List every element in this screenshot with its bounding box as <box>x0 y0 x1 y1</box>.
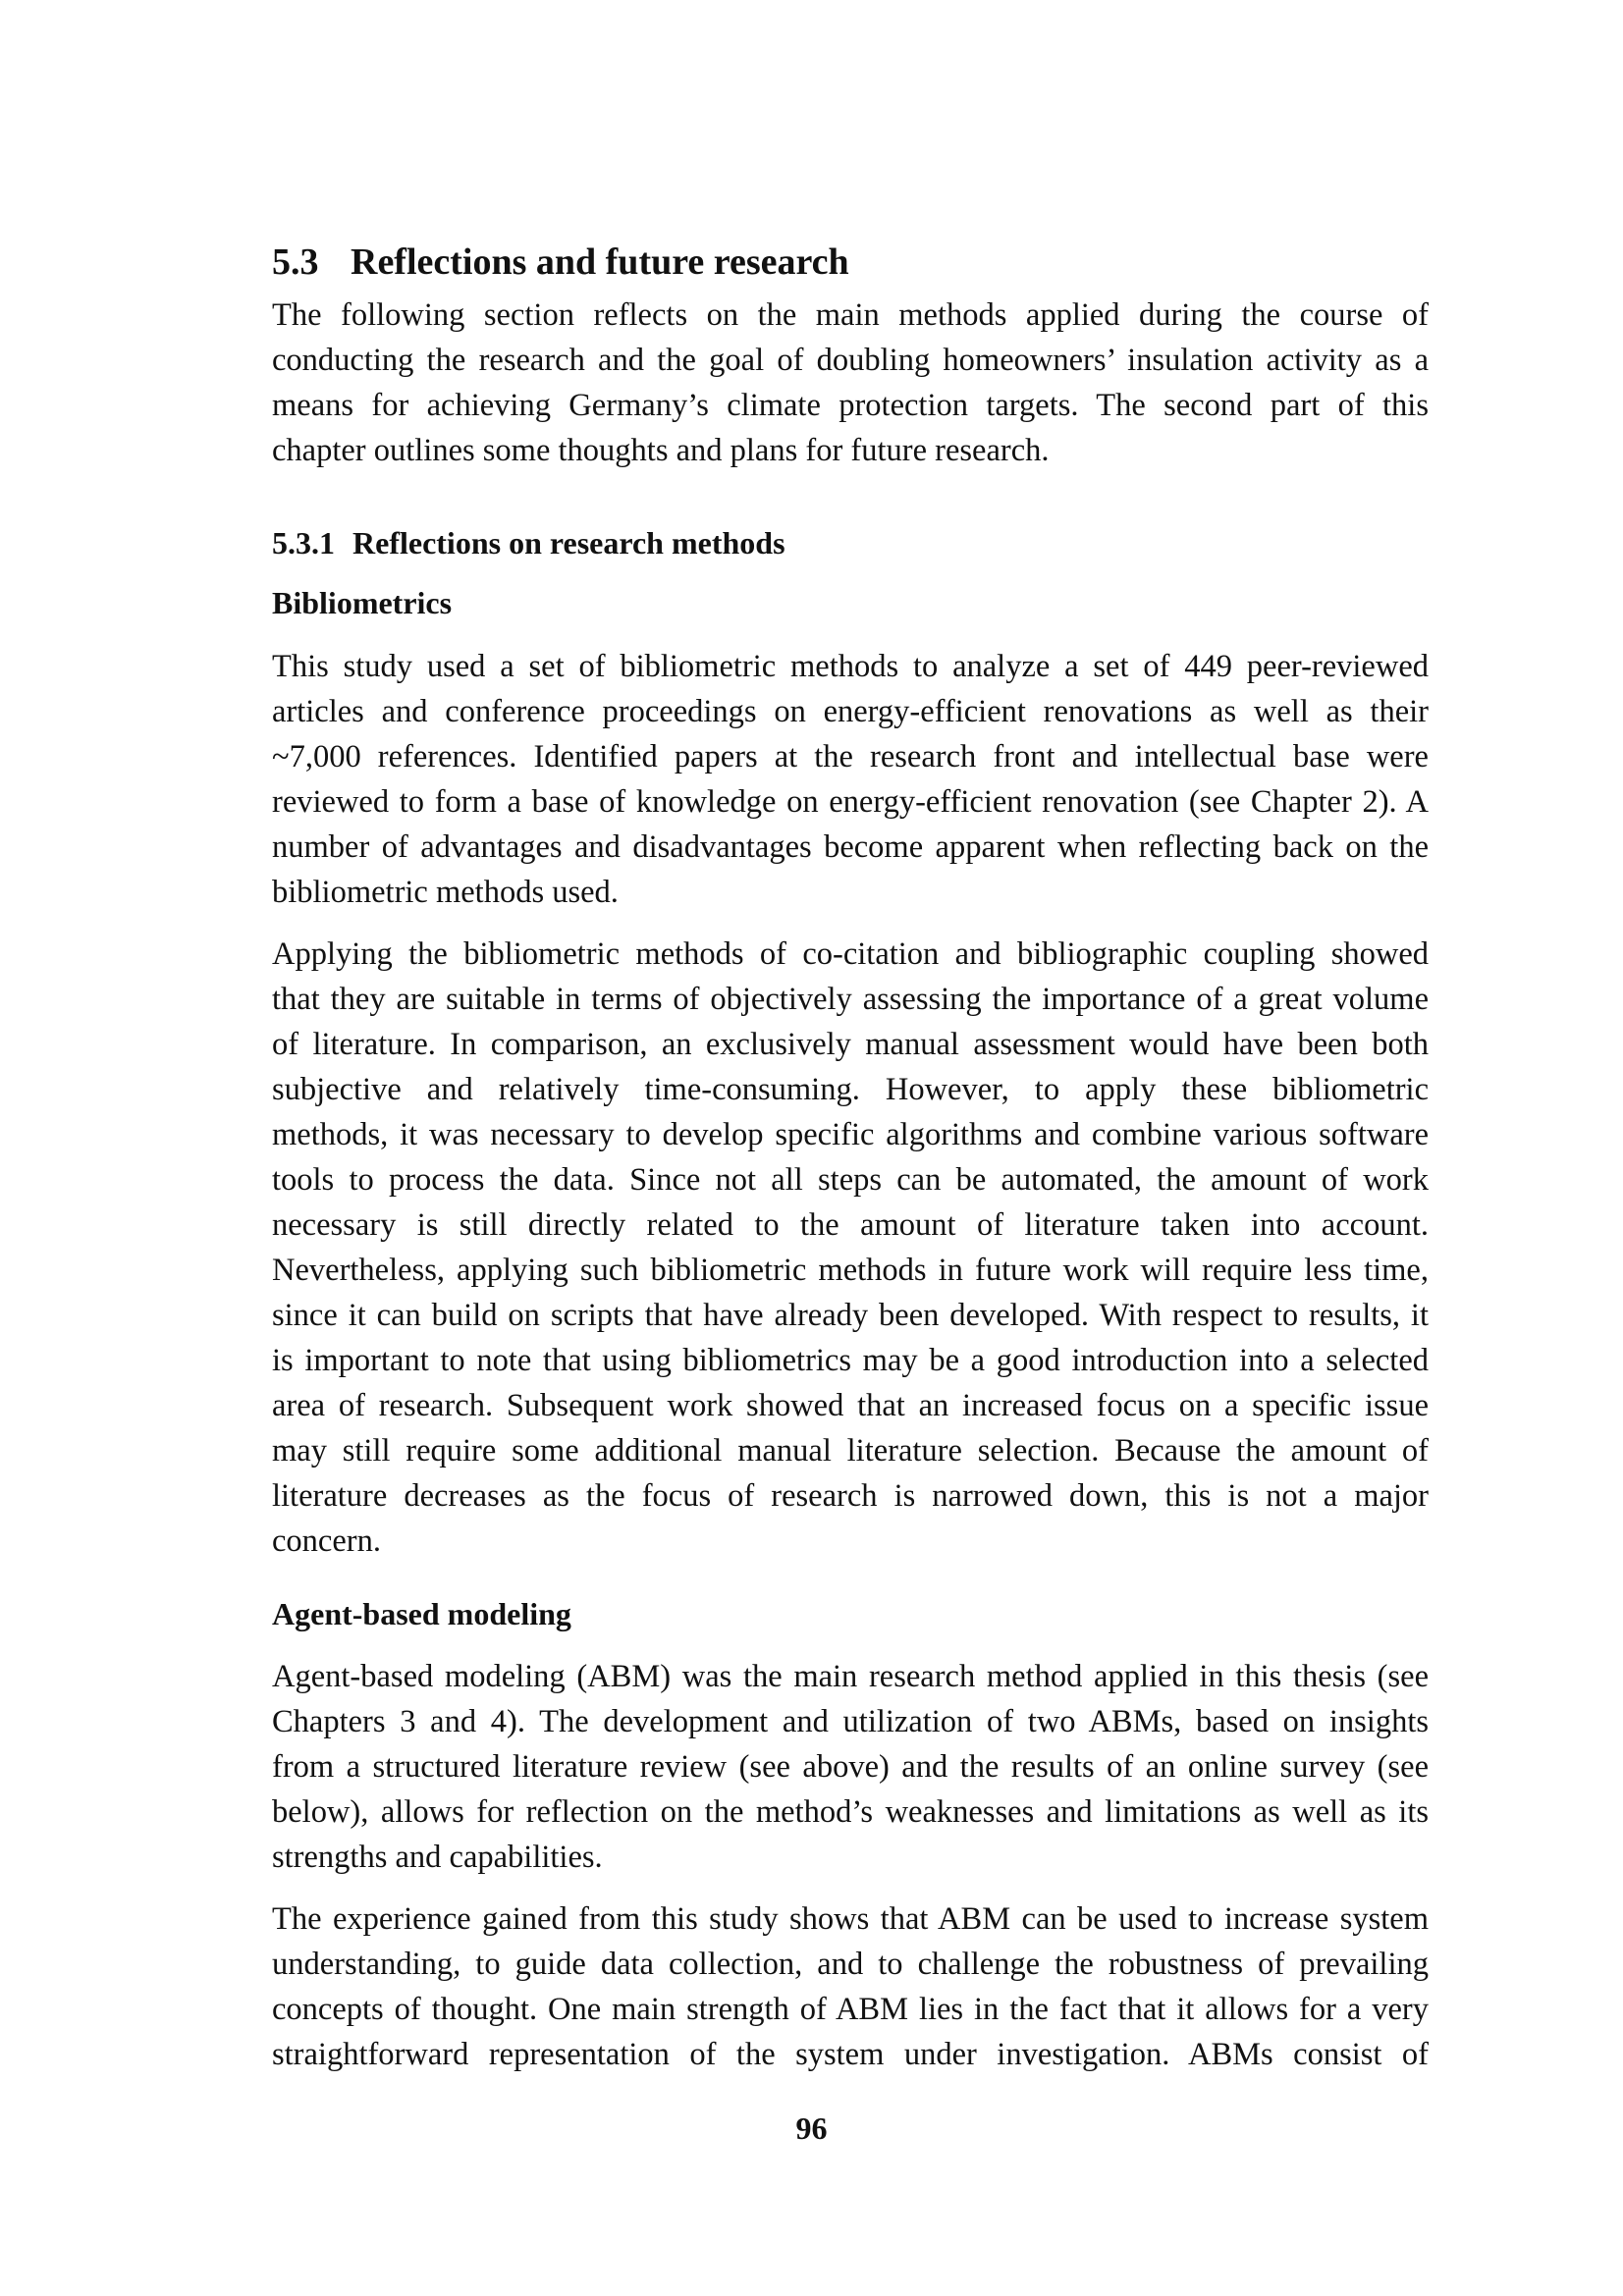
bibliometrics-paragraph-1 <box>272 644 1429 915</box>
text-line: from a structured literature review (see above) and the results of an online survey (see <box>272 1749 1429 1785</box>
text-line: articles and conference proceedings on energy-efficient renovations as well as their <box>272 694 1429 729</box>
section-title: Reflections and future research <box>351 241 849 283</box>
text-line: tools to process the data. Since not all steps can be automated, the amount of work <box>272 1162 1429 1198</box>
text-line: Chapters 3 and 4). The development and utilization of two ABMs, based on insights <box>272 1704 1429 1739</box>
text-line: conducting the research and the goal of doubling homeowners’ insulation activity as a <box>272 343 1429 378</box>
text-line: methods, it was necessary to develop specific algorithms and combine various software <box>272 1117 1429 1152</box>
section-heading <box>272 240 849 285</box>
abm-heading: Agent-based modeling <box>272 1596 571 1631</box>
text-line: Applying the bibliometric methods of co-citation and bibliographic coupling showed <box>272 936 1429 972</box>
bibliometrics-paragraph-2 <box>272 932 1429 1564</box>
text-line: number of advantages and disadvantages become apparent when reflecting back on the <box>272 829 1429 865</box>
text-line: may still require some additional manual literature selection. Because the amount of <box>272 1433 1429 1468</box>
text-line: below), allows for reflection on the method’s weaknesses and limitations as well as its <box>272 1794 1429 1830</box>
text-line: concern. <box>272 1523 381 1559</box>
text-line: straightforward representation of the system under investigation. ABMs consist of <box>272 2037 1429 2072</box>
text-line: chapter outlines some thoughts and plans for future research. <box>272 433 1050 468</box>
section-number: 5.3 <box>272 241 319 283</box>
text-line: that they are suitable in terms of objectively assessing the importance of a great volume <box>272 982 1429 1017</box>
text-line: of literature. In comparison, an exclusively manual assessment would have been both <box>272 1027 1429 1062</box>
text-line: necessary is still directly related to the amount of literature taken into account. <box>272 1207 1429 1243</box>
subsection-heading <box>272 520 785 565</box>
text-line: The experience gained from this study shows that ABM can be used to increase system <box>272 1901 1429 1937</box>
bibliometrics-heading: Bibliometrics <box>272 585 453 620</box>
text-line: is important to note that using bibliometrics may be a good introduction into a selected <box>272 1343 1429 1378</box>
text-line: understanding, to guide data collection, and to challenge the robustness of prevailing <box>272 1947 1429 1982</box>
text-line: This study used a set of bibliometric methods to analyze a set of 449 peer-reviewed <box>272 649 1429 684</box>
abm-paragraph-2 <box>272 1896 1429 2077</box>
abm-paragraph-1 <box>272 1654 1429 1880</box>
intro-paragraph <box>272 293 1429 473</box>
text-line: area of research. Subsequent work showed that an increased focus on a specific issue <box>272 1388 1429 1423</box>
text-line: since it can build on scripts that have already been developed. With respect to results, it <box>272 1298 1429 1333</box>
text-line: strengths and capabilities. <box>272 1840 603 1875</box>
text-line: subjective and relatively time-consuming. However, to apply these bibliometric <box>272 1072 1429 1107</box>
text-line: means for achieving Germany’s climate protection targets. The second part of this <box>272 388 1429 423</box>
text-line: Agent-based modeling (ABM) was the main research method applied in this thesis (see <box>272 1659 1429 1694</box>
text-line: reviewed to form a base of knowledge on energy-efficient renovation (see Chapter 2). A <box>272 784 1429 820</box>
text-line: concepts of thought. One main strength of ABM lies in the fact that it allows for a very <box>272 1992 1429 2027</box>
text-line: ~7,000 references. Identified papers at the research front and intellectual base were <box>272 739 1429 774</box>
text-line: literature decreases as the focus of research is narrowed down, this is not a major <box>272 1478 1429 1514</box>
subsection-number: 5.3.1 <box>272 525 335 561</box>
text-line: The following section reflects on the main methods applied during the course of <box>272 297 1429 333</box>
page-number: 96 <box>795 2110 828 2146</box>
text-line: Nevertheless, applying such bibliometric methods in future work will require less time, <box>272 1253 1429 1288</box>
text-line: bibliometric methods used. <box>272 875 619 910</box>
subsection-title: Reflections on research methods <box>352 525 785 561</box>
